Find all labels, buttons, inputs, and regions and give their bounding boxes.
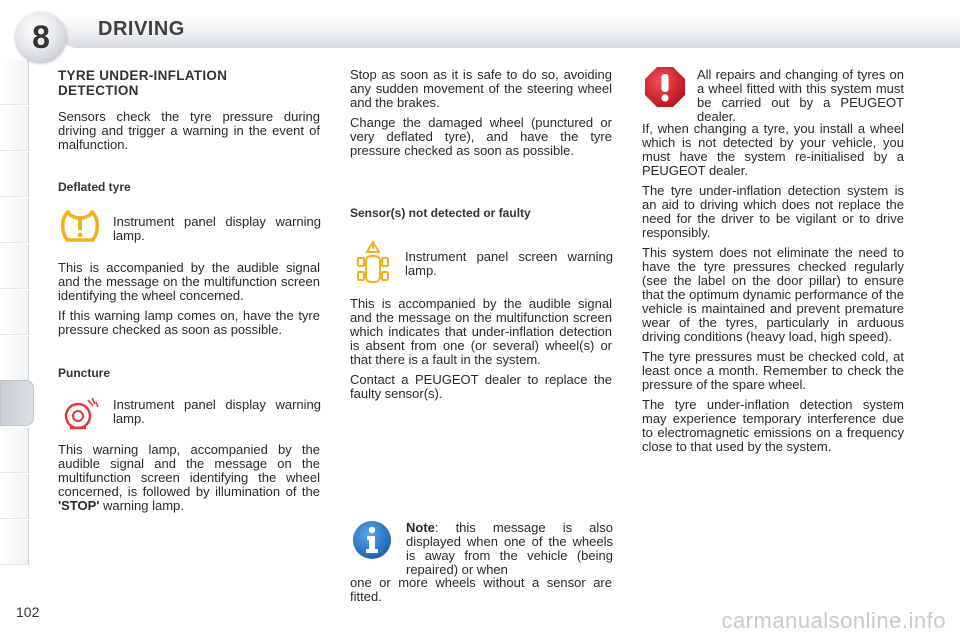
sensor-heading: Sensor(s) not detected or faulty [350, 206, 531, 220]
deflated-icon-caption: Instrument panel display warning lamp. [113, 214, 321, 243]
chapter-tab[interactable] [0, 152, 29, 197]
check-pressures-paragraph: This system does not eliminate the need to have the tyre pressures checked regularly (see the label on the door pillar) to ensure that the optimum dynamic performance of the vehicle is maintained and prevent premature wear of the tyres, particularly in arduous driving conditions (heavy load, high speed). [642, 245, 904, 344]
header-bar [62, 14, 960, 48]
chapter-tab-active[interactable] [0, 380, 34, 426]
puncture-text-after: warning lamp. [99, 498, 184, 513]
change-wheel-paragraph: Change the damaged wheel (punctured or very deflated tyre), and have the tyre pressure checked as soon as possible. [350, 115, 612, 158]
chapter-tab[interactable] [0, 198, 29, 243]
column-2 [350, 68, 612, 164]
chapter-tab[interactable] [0, 336, 29, 381]
column-1 [58, 68, 320, 194]
warning-stop-icon [644, 66, 686, 108]
sensor-text [350, 297, 612, 407]
deflated-paragraph-1: This is accompanied by the audible signal and the message on the multifunction screen identifying the wheel concerned. [58, 260, 320, 303]
chapter-tab[interactable] [0, 474, 29, 519]
page-title: DRIVING [98, 18, 185, 40]
puncture-warning-icon [58, 394, 104, 434]
puncture-text-before: This warning lamp, accompanied by the audible signal and the message on the multifunction screen identifying the wheel concerned, is followed by illumination of the [58, 442, 320, 499]
reinitialise-paragraph: If, when changing a tyre, you install a wheel which is not detected by your vehicle, you must have the system re-initialised by a PEUGEOT dealer. [642, 121, 904, 178]
sensor-paragraph-1: This is accompanied by the audible signal and the message on the multifunction screen which indicates that under-inflation detection is absent from one (or several) wheel(s) or that there is a fault in the system. [350, 296, 612, 367]
chapter-tab[interactable] [0, 428, 29, 473]
cold-check-paragraph: The tyre pressures must be checked cold, at least once a month. Remember to check the pressure of the spare wheel. [642, 349, 904, 392]
chapter-tab[interactable] [0, 290, 29, 335]
dealer-warning-text: All repairs and changing of tyres on a wheel fitted with this system must be carried out by a PEUGEOT dealer. [697, 67, 904, 124]
chapter-tab-strip [0, 60, 32, 575]
page-number: 102 [16, 604, 40, 620]
deflated-heading: Deflated tyre [58, 180, 131, 194]
interference-paragraph: The tyre under-inflation detection system may experience temporary interference due to electromagnetic emissions on a frequency close to that used by the system. [642, 397, 904, 454]
deflated-text [58, 261, 320, 343]
puncture-icon-caption: Instrument panel display warning lamp. [113, 397, 321, 426]
column-3 [642, 122, 904, 460]
chapter-tab[interactable] [0, 520, 29, 565]
watermark: carmanualsonline.info [721, 608, 946, 633]
chapter-number: 8 [32, 18, 50, 55]
chapter-badge [16, 12, 66, 62]
sensor-paragraph-2: Contact a PEUGEOT dealer to replace the faulty sensor(s). [350, 372, 612, 401]
note-text-bottom: one or more wheels without a sensor are fitted. [350, 575, 612, 604]
puncture-paragraph [58, 443, 320, 513]
aid-paragraph: The tyre under-inflation detection system is an aid to driving which does not replace the need for the driver to be vigilant or to drive responsibly. [642, 183, 904, 240]
chapter-tab[interactable] [0, 106, 29, 151]
note-text-top [406, 521, 613, 577]
deflated-paragraph-2: If this warning lamp comes on, have the tyre pressure checked as soon as possible. [58, 308, 320, 337]
chapter-tab[interactable] [0, 244, 29, 289]
sensor-fault-icon [352, 240, 394, 286]
note-text: : this message is also displayed when one of the wheels is away from the vehicle (being repaired) or when [406, 520, 613, 577]
stop-label: 'STOP' [58, 498, 100, 513]
section-title: TYRE UNDER-INFLATION DETECTION [58, 68, 228, 98]
note-label: Note [406, 520, 435, 535]
sensor-icon-caption: Instrument panel screen warning lamp. [405, 249, 613, 278]
stop-paragraph: Stop as soon as it is safe to do so, avoiding any sudden movement of the steering wheel and the brakes. [350, 67, 612, 110]
tyre-pressure-warning-icon [58, 206, 102, 246]
info-icon [352, 520, 392, 560]
chapter-tab[interactable] [0, 60, 29, 105]
puncture-text [58, 443, 320, 519]
intro-text: Sensors check the tyre pressure during driving and trigger a warning in the event of malfunction. [58, 109, 320, 152]
puncture-heading: Puncture [58, 366, 111, 380]
